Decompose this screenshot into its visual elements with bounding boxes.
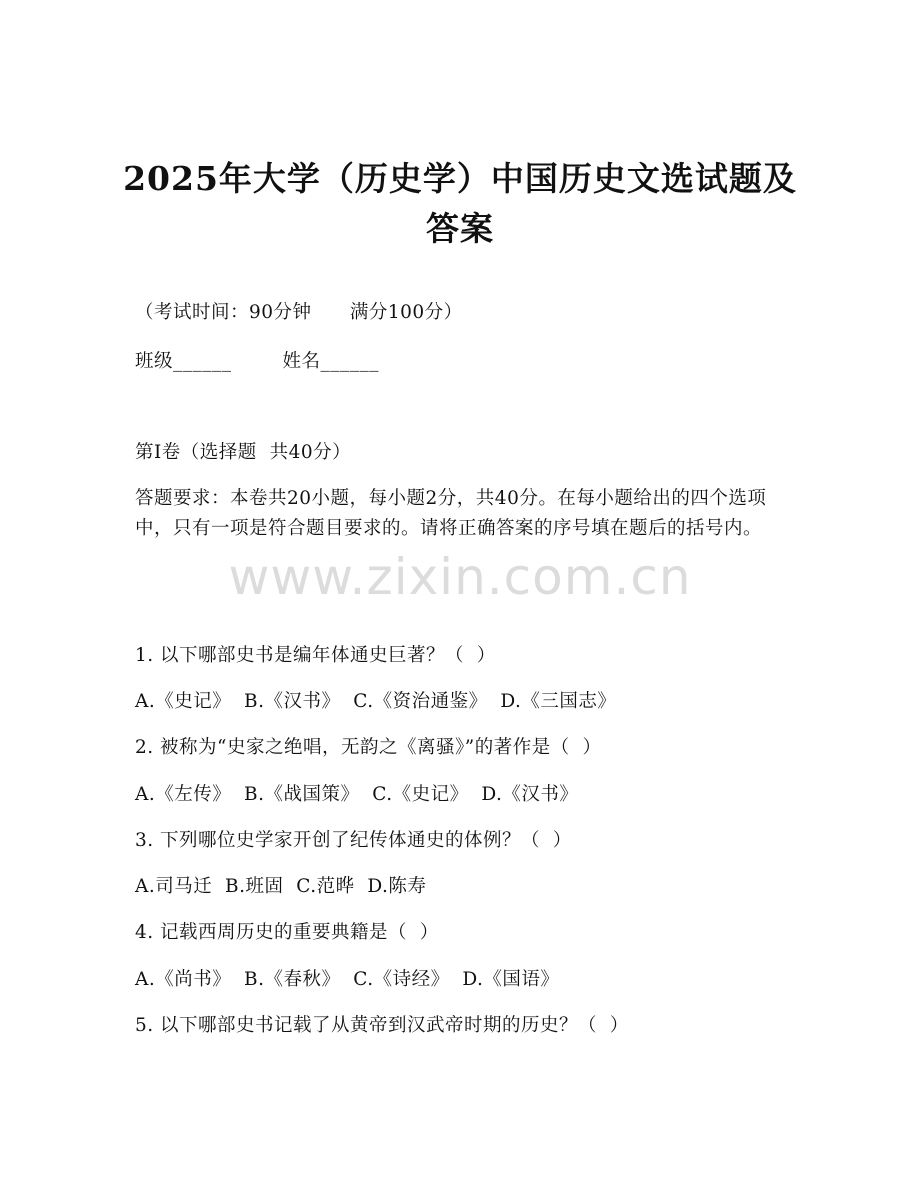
class-name-fields: 班级______ 姓名______ [135, 351, 380, 372]
question-3: 3. 下列哪位史学家开创了纪传体通史的体例？（ ） [135, 830, 572, 851]
question-3-options: A.司马迁 B.班固 C.范晔 D.陈寿 [135, 876, 427, 897]
section-header: 第I卷（选择题 共40分） [135, 442, 352, 463]
watermark: www.zixin.com.cn [228, 548, 692, 606]
exam-info: （考试时间：90分钟 满分100分） [135, 302, 463, 323]
instructions-paragraph: 答题要求：本卷共20小题，每小题2分，共40分。在每小题给出的四个选项中，只有一项是符合题目要求的。请将正确答案的序号填在题后的括号内。 [135, 488, 767, 539]
document-title-line-2: 答案 [426, 209, 494, 248]
question-2-options: A.《左传》 B.《战国策》 C.《史记》 D.《汉书》 [135, 784, 579, 805]
question-4-options: A.《尚书》 B.《春秋》 C.《诗经》 D.《国语》 [135, 969, 560, 990]
question-2: 2. 被称为“史家之绝唱，无韵之《离骚》”的著作是（ ） [135, 737, 602, 758]
document-title-line-1: 2025年大学（历史学）中国历史文选试题及 [123, 159, 797, 198]
question-5: 5. 以下哪部史书记载了从黄帝到汉武帝时期的历史？（ ） [135, 1015, 629, 1036]
question-1-options: A.《史记》 B.《汉书》 C.《资治通鉴》 D.《三国志》 [135, 691, 617, 712]
question-1: 1. 以下哪部史书是编年体通史巨著？（ ） [135, 645, 496, 666]
question-4: 4. 记载西周历史的重要典籍是（ ） [135, 922, 439, 943]
